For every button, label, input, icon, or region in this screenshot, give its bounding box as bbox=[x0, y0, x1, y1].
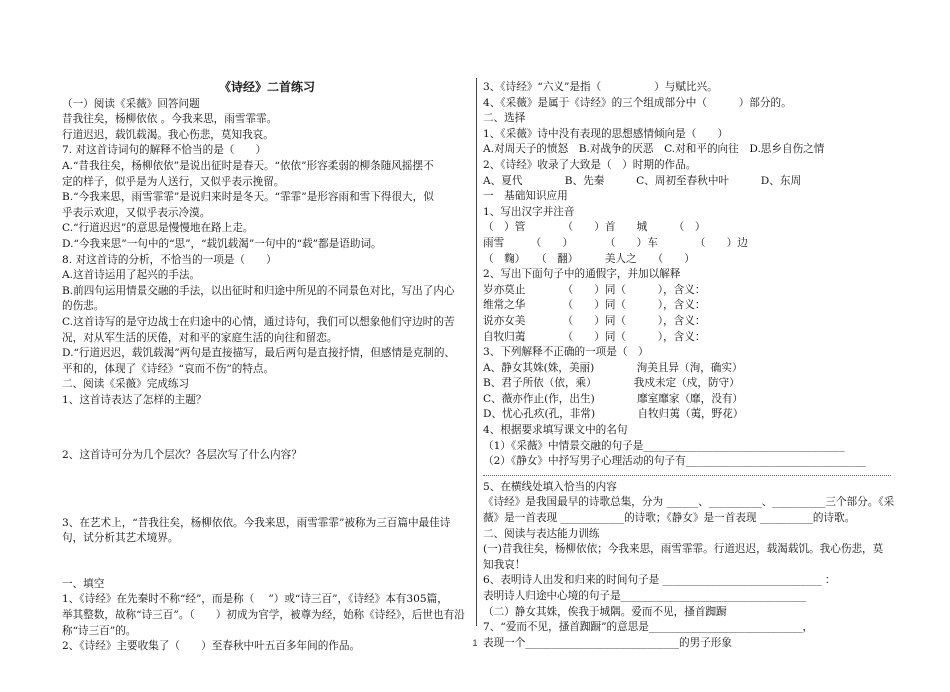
text-line: 5、在横线处填入恰当的内容 bbox=[483, 480, 617, 493]
fill-question-1-line1: 1、《诗经》在先秦时不称“经”，而是称（ ”）或“诗三百”，《诗经》本有305篇， bbox=[62, 593, 448, 606]
text-line: 自牧归荑 （ ）同（ ），含义： bbox=[483, 330, 706, 343]
text-line: D、忧心孔疚(孔，非常) 自牧归荑（荑，野花） bbox=[483, 408, 744, 421]
text-line: C.“行道迟迟”的意思是慢慢地在路上走。 bbox=[62, 222, 254, 235]
text-line: 1、写出汉字并注音 bbox=[483, 205, 575, 218]
text-line: 表现一个_____________________________的男子形象 bbox=[483, 636, 732, 649]
text-line: B、君子所依（依，乘） 我戍未定（戍，防守） bbox=[483, 377, 740, 390]
text-line: 2、写出下面句子中的通假字，并加以解释 bbox=[483, 268, 681, 281]
fill-question-2: 2、《诗经》主要收集了（ ）至春秋中叶五百多年间的作品。 bbox=[62, 640, 361, 653]
text-line: 《诗经》是我国最早的诗歌总集，分为 ______、__________、__________三个部分。《采 bbox=[483, 496, 895, 509]
text-line: 的伤悲。 bbox=[62, 300, 105, 313]
text-line: 二、选择 bbox=[483, 112, 526, 125]
text-line: （二）静女其姝，俟我于城隅。爱而不见，搔首踟蹰 bbox=[483, 605, 727, 618]
text-line: (一)昔我往矣，杨柳依依；今我来思，雨雪霏霏。行道迟迟，载渴载饥。我心伤悲，莫 bbox=[483, 543, 884, 556]
text-line: 1、这首诗表达了怎样的主题？ bbox=[62, 393, 207, 406]
text-line: B.前四句运用情景交融的手法，以出征时和归途中所见的不同景色对比，写出了内心 bbox=[62, 284, 455, 297]
text-line: A、静女其姝(姝，美丽) 洵美且异（洵，确实） bbox=[483, 361, 743, 374]
text-line: （一）阅读《采薇》回答问题 bbox=[62, 97, 200, 110]
text-line: 雨雪 （ ） （ ）车 （ ）边 bbox=[483, 236, 748, 249]
text-line: 况，对从军生活的厌倦，对和平的家庭生活的向往和留恋。 bbox=[62, 331, 338, 344]
text-line: B.“今我来思，雨雪霏霏”是说归来时是冬天。“霏霏”是形容雨和雪下得很大，似 bbox=[62, 191, 434, 204]
text-line: 7、“爱而不见，搔首踟蹰”的意思是_____________________________， bbox=[483, 621, 814, 634]
left-column bbox=[62, 80, 472, 655]
text-line: C、薇亦作止(作，出生) 靡室靡家（靡，没有） bbox=[483, 392, 744, 405]
text-line: 知我哀！ bbox=[483, 558, 526, 571]
text-line: 岁亦莫止 （ ）同（ ），含义： bbox=[483, 283, 706, 296]
text-line: 维常之华 （ ）同（ ），含义： bbox=[483, 299, 706, 312]
text-line: 一 基础知识应用 bbox=[483, 190, 568, 203]
text-line: （ 麴） （ 翻） 美人之 （ ） bbox=[483, 252, 695, 265]
text-line: （1）《采薇》中情景交融的句子是______________________________________ bbox=[483, 439, 845, 452]
text-line: 表明诗人归途中心境的句子是___________________________________ bbox=[483, 590, 807, 602]
fill-question-1-line2: 举其整数，故称“诗三百”。（ ）初成为官学，被尊为经，始称《诗经》，后世也有沿 bbox=[62, 609, 465, 622]
text-line: 4、《采薇》是属于《诗经》的三个组成部分中（ ）部分的。 bbox=[483, 96, 792, 109]
right-question-list-b bbox=[483, 480, 895, 652]
text-line: 定的样子，似乎是为人送行，又似乎表示挽留。 bbox=[62, 175, 285, 188]
text-line: 7. 对这首诗词句的解释不恰当的是（ ） bbox=[62, 144, 267, 157]
text-line: 3、《诗经》“六义”是指（ ）与赋比兴。 bbox=[483, 81, 718, 93]
dotted-divider bbox=[483, 475, 891, 476]
text-line: A、夏代 B、先秦 C、周初至春秋中叶 D、东周 bbox=[483, 174, 802, 187]
text-line: 平和的，体现了《诗经》“哀而不伤”的特点。 bbox=[62, 362, 275, 375]
text-line: A.“昔我往矣，杨柳依依”是说出征时是春天。“依依”形容柔弱的柳条随风摇摆不 bbox=[62, 159, 434, 172]
text-line: 乎表示欢迎，又似乎表示冷漠。 bbox=[62, 206, 211, 219]
text-line: D.“今我来思”一句中的“思”，“载饥载渴”一句中的“载”都是语助词。 bbox=[62, 237, 382, 250]
text-line: 1、《采薇》诗中没有表现的思想感情倾向是（ ） bbox=[483, 127, 729, 140]
text-line: 二、阅读与表达能力训练 bbox=[483, 527, 600, 540]
text-line: 说亦女美 （ ）同（ ），含义： bbox=[483, 314, 706, 327]
left-question-list bbox=[62, 97, 472, 409]
text-line: （2）《静女》中抒写男子心理活动的句子有__________________________________ bbox=[483, 455, 866, 468]
text-line: 行道迟迟，载饥载渴。我心伤悲，莫知我哀。 bbox=[62, 128, 274, 141]
text-line: A.对周天子的愤怒 B.对战争的厌恶 C.对和平的向往 D.思乡自伤之情 bbox=[483, 143, 825, 156]
worksheet-title: 《诗经》二首练习 bbox=[218, 80, 315, 94]
question-structure: 2、这首诗可分为几个层次？各层次写了什么内容？ bbox=[62, 449, 302, 462]
text-line: 6、表明诗人出发和归来的时间句子是 ______________________________ ： bbox=[483, 574, 836, 587]
question-artistry-line1: 3、在艺术上，“昔我往矣，杨柳依依。今我来思，雨雪霏霏”被称为三百篇中最佳诗 bbox=[62, 516, 451, 529]
column-divider bbox=[476, 78, 477, 626]
text-line: 二、阅读《采薇》完成练习 bbox=[62, 378, 190, 391]
question-artistry-line2: 句，试分析其艺术境界。 bbox=[62, 532, 179, 545]
text-line: 2、《诗经》收录了大致是（ ）时期的作品。 bbox=[483, 158, 697, 171]
page-number: 1 bbox=[472, 638, 478, 648]
right-column bbox=[483, 80, 895, 651]
fill-section-title: 一、填空 bbox=[62, 577, 105, 590]
fill-question-1-line3: 称“诗三百”的。 bbox=[62, 624, 137, 637]
text-line: （ ）管 （ ）首 城 （ ） bbox=[483, 221, 706, 234]
text-line: 4、根据要求填写课文中的名句 bbox=[483, 424, 628, 437]
text-line: C.这首诗写的是守边战士在归途中的心情，通过诗句，我们可以想象他们守边时的苦 bbox=[62, 315, 455, 328]
text-line: A.这首诗运用了起兴的手法。 bbox=[62, 269, 201, 282]
text-line: 3、下列解释不正确的一项是（ ） bbox=[483, 346, 649, 359]
right-question-list-a bbox=[483, 80, 891, 470]
text-line: 8. 对这首诗的分析，不恰当的一项是（ ） bbox=[62, 253, 277, 266]
text-line: 薇》是一首表现 ____________的诗歌；《静女》是一首表现 __________的诗歌。 bbox=[483, 512, 856, 525]
text-line: 昔我往矣，杨柳依依 。今我来思，雨雪霏霏。 bbox=[62, 113, 278, 126]
text-line: D.“行道迟迟，载饥载渴”两句是直接描写，最后两句是直接抒情，但感情是克制的、 bbox=[62, 347, 456, 360]
